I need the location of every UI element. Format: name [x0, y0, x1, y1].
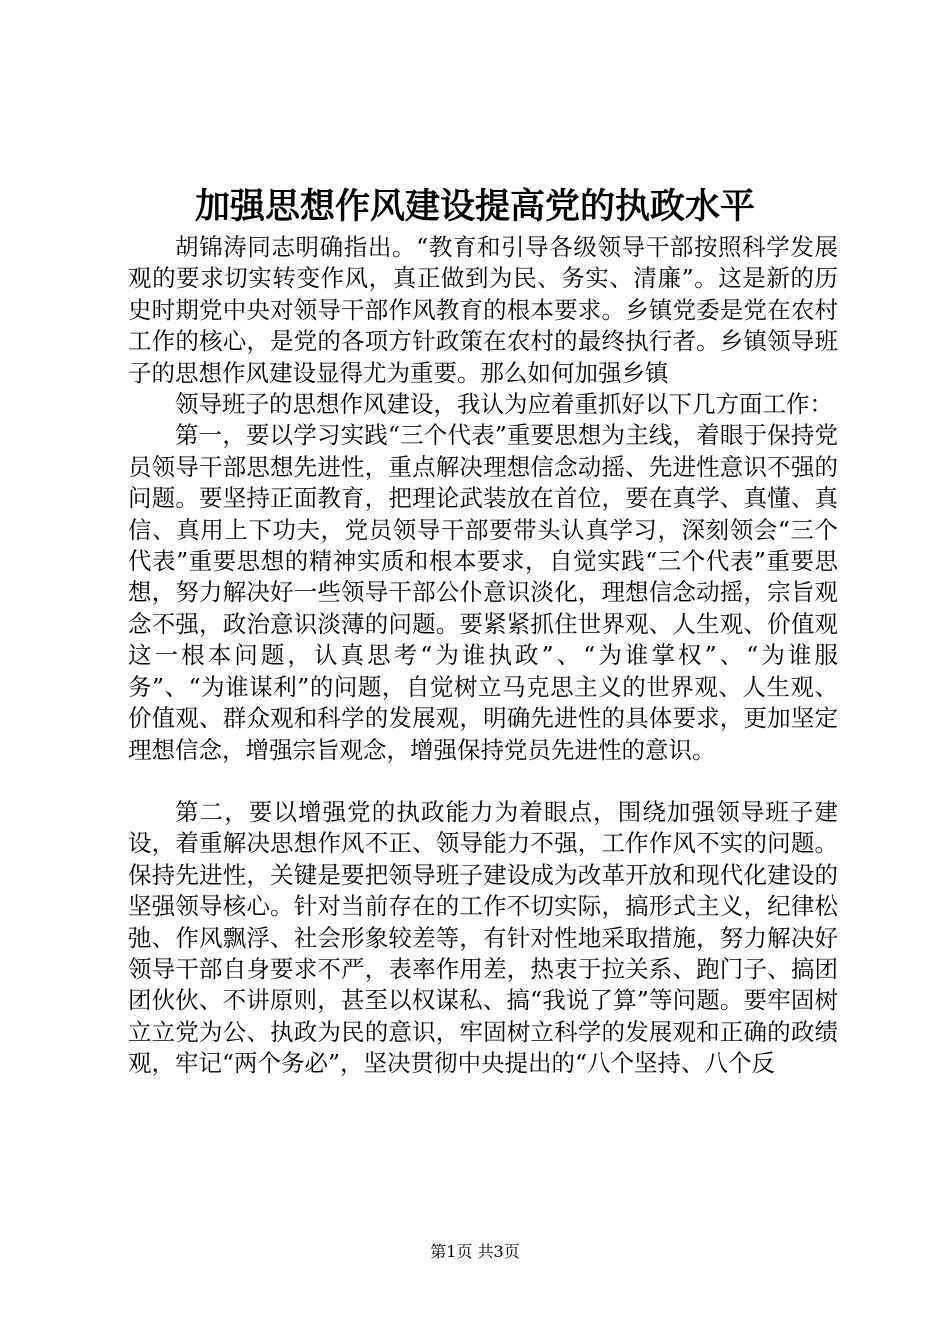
paragraph-second-point: 第二，要以增强党的执政能力为着眼点，围绕加强领导班子建设，着重解决思想作风不正、领导能力不强，工作作风不实的问题。保持先进性，关键是要把领导班子建设成为改革开放和现代化建设的坚强领导核心。针对当前存在的工作不切实际，搞形式主义，纪律松弛、作风飘浮、社会形象较差等，有针对性地采取措施，努力解决好领导干部自身要求不严，表率作用差，热衷于拉关系、跑门子、搞团团伙伙、不讲原则，甚至以权谋私、搞“我说了算”等问题。要牢固树立立党为公、执政为民的意识，牢固树立科学的发展观和正确的政绩观，牢记“两个务必”，坚决贯彻中央提出的“八个坚持、八个反 [128, 797, 838, 1078]
document-body [128, 232, 838, 1080]
paragraph-intro: 胡锦涛同志明确指出。“教育和引导各级领导干部按照科学发展观的要求切实转变作风，真正做到为民、务实、清廉”。这是新的历史时期党中央对领导干部作风教育的根本要求。乡镇党委是党在农村工作的核心，是党的各项方针政策在农村的最终执行者。乡镇领导班子的思想作风建设显得尤为重要。那么如何加强乡镇 [128, 233, 838, 387]
paragraph-first-point: 第一，要以学习实践“三个代表”重要思想为主线，着眼于保持党员领导干部思想先进性，重点解决理想信念动摇、先进性意识不强的问题。要坚持正面教育，把理论武装放在首位，要在真学、真懂、真信、真用上下功夫，党员领导干部要带头认真学习，深刻领会“三个代表”重要思想的精神实质和根本要求，自觉实践“三个代表”重要思想，努力解决好一些领导干部公仆意识淡化，理想信念动摇，宗旨观念不强，政治意识淡薄的问题。要紧紧抓住世界观、人生观、价值观这一根本问题，认真思考“为谁执政”、“为谁掌权”、“为谁服务”、“为谁谋利”的问题，自觉树立马克思主义的世界观、人生观、价值观、群众观和科学的发展观，明确先进性的具体要求，更加坚定理想信念，增强宗旨观念，增强保持党员先进性的意识。 [128, 421, 838, 764]
page-footer: 第1页 共3页 [430, 1242, 520, 1261]
document-title: 加强思想作风建设提高党的执政水平 [194, 186, 755, 227]
paragraph-question: 领导班子的思想作风建设，我认为应着重抓好以下几方面工作： [175, 390, 833, 419]
paragraph-spacer [128, 766, 838, 797]
